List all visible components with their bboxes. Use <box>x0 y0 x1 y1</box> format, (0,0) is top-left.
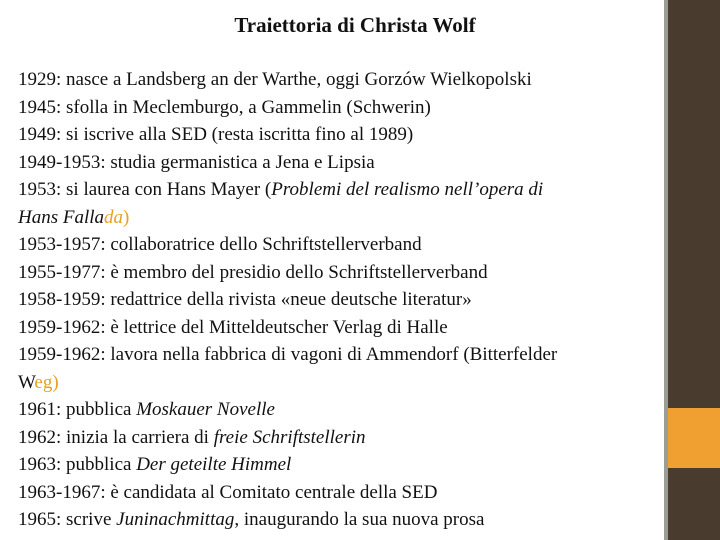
entry-text: 1953: si laurea con Hans Mayer ( <box>18 179 272 200</box>
work-title: Moskauer Novelle <box>136 399 275 420</box>
role-title: freie Schriftstellerin <box>213 426 366 448</box>
timeline-entry-1958-1959: 1958-1959: redattrice della rivista «neue deutsche literatur» <box>18 289 472 310</box>
timeline-entry-1949-1953: 1949-1953: studia germanistica a Jena e Lipsia <box>18 151 375 173</box>
entry-text: 1965: scrive <box>18 509 117 530</box>
work-title: Juninachmittag <box>116 509 235 530</box>
thesis-title: Problemi del realismo nell’opera di <box>271 179 544 200</box>
entry-text: 1962: inizia la carriera di <box>18 426 214 448</box>
entry-text: 1963: pubblica <box>18 454 137 475</box>
thesis-title-cont: Hans Falla <box>18 206 105 228</box>
timeline-entry-1959-1962-ammendorf: 1959-1962: lavora nella fabbrica di vagoni di Ammendorf (Bitterfelder <box>18 344 558 365</box>
thesis-title-accent: da <box>104 206 124 228</box>
timeline-entry-1963-1967: 1963-1967: è candidata al Comitato centrale della SED <box>18 481 438 503</box>
entry-text-accent: eg) <box>34 371 59 393</box>
timeline-entry-1953-laurea-cont <box>18 204 678 232</box>
timeline-entry-1965 <box>18 506 678 534</box>
slide-title: Traiettoria di Christa Wolf <box>234 13 476 37</box>
timeline-entry-1953-laurea <box>18 176 678 204</box>
entry-text-cont: , inaugurando la sua nuova prosa <box>234 509 485 530</box>
timeline-entry-1945: 1945: sfolla in Meclemburgo, a Gammelin (Schwerin) <box>18 96 431 118</box>
timeline-entry-1962 <box>18 424 678 452</box>
work-title: Der geteilte Himmel <box>136 454 292 475</box>
entry-text: W <box>18 371 35 393</box>
entry-text: 1961: pubblica <box>18 399 137 420</box>
timeline-list <box>18 66 678 534</box>
timeline-entry-1963 <box>18 451 678 479</box>
timeline-entry-1953-1957: 1953-1957: collaboratrice dello Schriftstellerverband <box>18 234 422 255</box>
timeline-entry-1961 <box>18 396 678 424</box>
timeline-entry-1929: 1929: nasce a Landsberg an der Warthe, oggi Gorzów Wielkopolski <box>18 69 532 90</box>
timeline-entry-1955-1977: 1955-1977: è membro del presidio dello Schriftstellerverband <box>18 261 488 283</box>
timeline-entry-1959-1962-halle: 1959-1962: è lettrice del Mitteldeutscher Verlag di Halle <box>18 316 448 338</box>
closing-paren: ) <box>123 206 130 228</box>
timeline-entry-1959-1962-ammendorf-cont <box>18 369 678 397</box>
timeline-entry-1949: 1949: si iscrive alla SED (resta iscritta fino al 1989) <box>18 124 414 145</box>
